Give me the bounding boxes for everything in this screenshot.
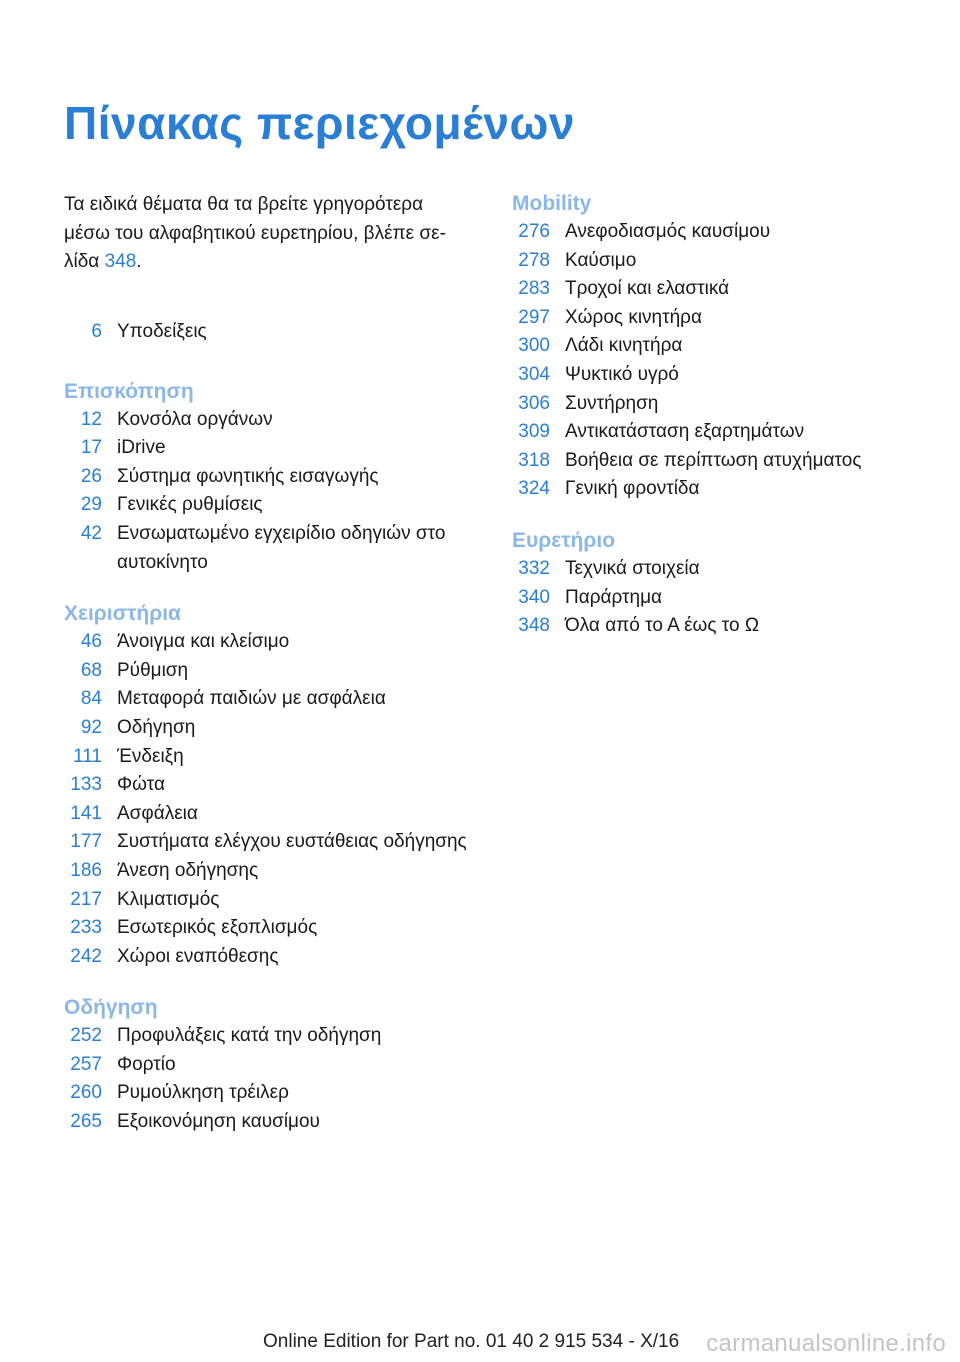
toc-entry[interactable] [64,771,494,800]
toc-entry[interactable] [512,390,942,419]
toc-entry-label: Ένδειξη [117,745,184,767]
toc-page-number[interactable]: 309 [518,421,550,443]
toc-page-number[interactable]: 29 [80,494,102,516]
toc-page-number[interactable]: 111 [73,745,102,767]
toc-entry-label: Συστήματα ελέγχου ευστάθειας οδήγησης [117,831,467,853]
toc-entry-label: Προφυλάξεις κατά την οδήγηση [117,1025,382,1047]
toc-entry[interactable] [64,520,494,577]
toc-page-number[interactable]: 84 [80,688,102,710]
toc-entry-label: Κονσόλα οργάνων [117,408,273,430]
toc-entry[interactable] [512,555,942,584]
toc-entry-label: Υποδείξεις [117,321,207,342]
toc-entry-label: Λάδι κινητήρα [565,335,683,357]
index-page-link[interactable]: 348 [104,251,137,272]
intro-paragraph [64,191,474,277]
section-heading: Χειριστήρια [64,602,181,626]
toc-entry-label: Ρυμούλκηση τρέιλερ [117,1082,289,1104]
toc-entry[interactable] [512,218,942,247]
page-title: Πίνακας περιεχομένων [64,97,575,149]
toc-entry-label: Αντικατάσταση εξαρτημάτων [565,421,805,443]
toc-column-right [512,189,942,641]
section-heading: Οδήγηση [64,996,158,1020]
toc-page-number[interactable]: 257 [70,1053,102,1075]
toc-entry[interactable] [64,1051,494,1080]
toc-page-number[interactable]: 283 [518,278,550,300]
toc-entry-label: Ψυκτικό υγρό [565,363,679,385]
toc-entry[interactable] [512,332,942,361]
toc-entry[interactable] [64,434,494,463]
toc-entry-label: iDrive [117,437,166,459]
toc-page-number[interactable]: 278 [518,249,550,271]
toc-entry-label: Φορτίο [117,1053,176,1075]
toc-entry-label: Εσωτερικός εξοπλισμός [117,917,318,939]
toc-entry[interactable] [64,628,494,657]
toc-entry-label: Εξοικονόμηση καυσίμου [117,1111,320,1133]
toc-entry-label: Μεταφορά παιδιών με ασφάλεια [117,688,386,710]
toc-page-number[interactable]: 252 [70,1025,102,1047]
toc-entry-label: Όλα από το Α έως το Ω [565,615,760,637]
toc-entry-label: Χώρος κινητήρα [565,306,702,328]
section-heading: Ευρετήριο [512,528,616,552]
toc-entry[interactable] [64,828,494,857]
toc-page-number[interactable]: 92 [80,716,102,738]
footer-edition: Online Edition for Part no. 01 40 2 915 534 - X/16 [263,1331,680,1352]
toc-entry[interactable] [512,475,942,504]
toc-page-number[interactable]: 12 [80,408,102,430]
toc-entry[interactable] [64,914,494,943]
toc-page-number[interactable]: 260 [70,1082,102,1104]
toc-page-number[interactable]: 306 [518,392,550,414]
toc-entry-label: Άνοιγμα και κλείσιμο [117,631,290,653]
toc-page-number[interactable]: 276 [518,221,550,242]
toc-page-number[interactable]: 297 [518,306,550,328]
toc-page-number[interactable]: 141 [70,802,102,824]
toc-page-number[interactable]: 304 [518,363,550,385]
watermark: carmanualsonline.info [706,1330,946,1357]
intro-line [64,248,474,277]
toc-entry[interactable] [64,800,494,829]
intro-line: μέσω του αλφαβητικού ευρετηρίου, βλέπε σε‐ [64,222,446,244]
toc-entry-label: Βοήθεια σε περίπτωση ατυχήματος [565,449,862,471]
toc-entry-label: Τεχνικά στοιχεία [565,557,700,579]
toc-entry[interactable] [64,1079,494,1108]
toc-page-number[interactable]: 17 [80,437,102,459]
toc-entry[interactable] [64,943,494,972]
toc-entry-label: Ανεφοδιασμός καυσίμου [565,221,771,242]
toc-page-number[interactable]: 6 [91,321,102,342]
toc-entry-label: Κλιματισμός [117,888,220,910]
toc-entry[interactable] [64,743,494,772]
toc-page-number[interactable]: 318 [518,449,550,471]
toc-entry[interactable] [512,612,942,641]
toc-entry-label: Καύσιμο [565,249,637,271]
toc-entry[interactable] [64,1022,494,1051]
intro-line: Τα ειδικά θέματα θα τα βρείτε γρηγορότερα [64,194,424,215]
toc-entry-label: Χώροι εναπόθεσης [117,945,279,967]
toc-entry[interactable] [512,361,942,390]
toc-entry-label: Γενική φροντίδα [565,478,700,500]
toc-page-number[interactable]: 26 [80,465,102,487]
toc-page-number[interactable]: 265 [70,1111,102,1133]
toc-entry[interactable] [512,304,942,333]
toc-entry-label: Άνεση οδήγησης [117,859,259,881]
toc-entry[interactable] [64,714,494,743]
intro-text: λίδα [64,251,105,272]
toc-page-number[interactable]: 348 [518,615,550,637]
toc-entry[interactable] [512,447,942,476]
toc-entry-label: Τροχοί και ελαστικά [565,278,730,300]
toc-entry-label: Ενσωματωμένο εγχειρίδιο οδηγιών στο αυτοκίνητο [117,522,446,573]
toc-entry[interactable] [64,685,494,714]
toc-page-number[interactable]: 42 [80,522,102,544]
toc-entry[interactable] [64,318,494,347]
toc-entry[interactable] [512,275,942,304]
toc-page-number[interactable]: 68 [80,659,102,681]
toc-page-number[interactable]: 340 [518,586,550,608]
toc-page-number[interactable]: 177 [70,831,102,853]
section-heading: Επισκόπηση [64,379,194,403]
toc-entry-label: Παράρτημα [565,586,663,608]
toc-entry-label: Οδήγηση [117,716,196,738]
toc-column-left [64,318,494,1137]
toc-entry[interactable] [512,247,942,276]
toc-entry-label: Φώτα [117,774,165,796]
toc-entry[interactable] [64,886,494,915]
toc-page-number[interactable]: 300 [518,335,550,357]
toc-entry[interactable] [64,657,494,686]
section-heading: Mobility [512,192,592,215]
toc-entry-label: Ασφάλεια [117,802,198,824]
toc-page-number[interactable]: 46 [80,631,102,653]
toc-entry[interactable] [512,418,942,447]
toc-entry-label: Συντήρηση [565,392,659,414]
toc-entry[interactable] [512,584,942,613]
intro-text: . [136,251,142,272]
toc-entry[interactable] [64,463,494,492]
toc-page-number[interactable]: 324 [518,478,550,500]
toc-page-number[interactable]: 242 [70,945,102,967]
toc-page-number[interactable]: 217 [70,888,102,910]
toc-page-number[interactable]: 233 [70,917,102,939]
toc-page-number[interactable]: 186 [70,859,102,881]
toc-page-number[interactable]: 133 [70,774,102,796]
toc-entry-label: Ρύθμιση [117,659,189,681]
toc-entry[interactable] [64,857,494,886]
toc-entry[interactable] [64,491,494,520]
toc-page-number[interactable]: 332 [518,557,550,579]
toc-entry[interactable] [64,1108,494,1137]
toc-entry-label: Σύστημα φωνητικής εισαγωγής [117,465,379,487]
toc-entry-label: Γενικές ρυθμίσεις [117,494,263,516]
toc-entry[interactable] [64,406,494,435]
